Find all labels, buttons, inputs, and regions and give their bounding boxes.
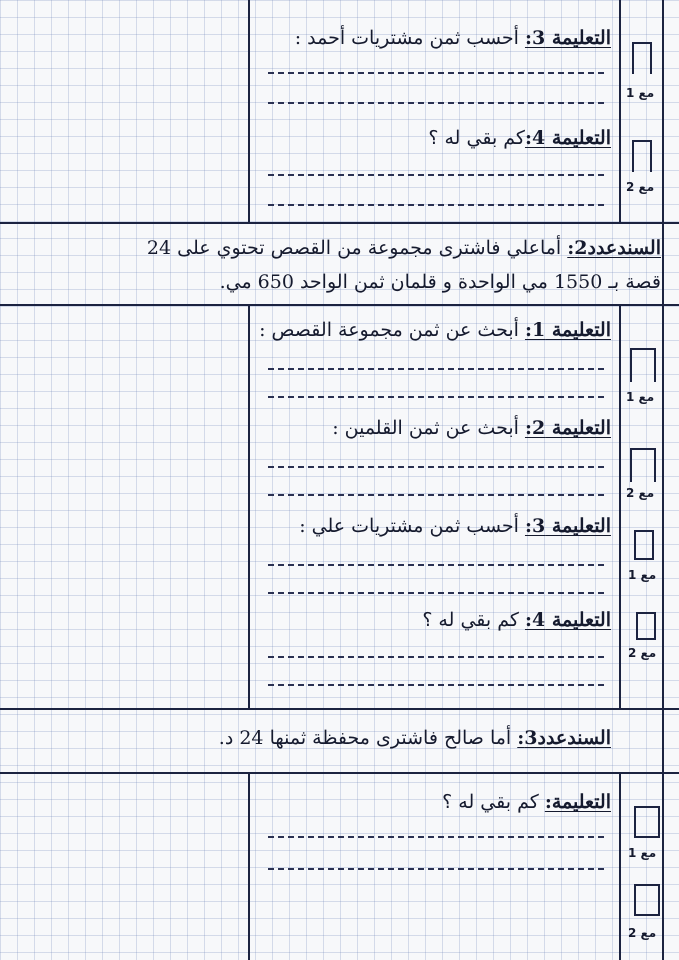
instruction-4 bbox=[428, 126, 611, 150]
criterion-mark: مع 1 bbox=[626, 86, 655, 100]
grade-box bbox=[634, 530, 654, 560]
instruction-label: التعليمة 3: bbox=[524, 27, 611, 49]
instruction-1 bbox=[259, 318, 611, 342]
grade-box bbox=[634, 806, 660, 838]
criterion-mark: مع 2 bbox=[628, 926, 657, 940]
instruction-label: التعليمة: bbox=[544, 791, 611, 813]
grade-box bbox=[630, 448, 656, 482]
instruction-text: كم بقي له ؟ bbox=[442, 791, 545, 813]
answer-line bbox=[268, 592, 604, 594]
answer-line bbox=[268, 396, 604, 398]
instruction-label: التعليمة 4: bbox=[524, 609, 611, 631]
answer-line bbox=[268, 466, 604, 468]
divider-line bbox=[0, 304, 679, 306]
criterion-mark: مع 2 bbox=[628, 646, 657, 660]
divider-line bbox=[0, 222, 679, 224]
divider-line bbox=[0, 708, 679, 710]
answer-line bbox=[268, 564, 604, 566]
grade-box bbox=[632, 140, 652, 172]
situation-text: قصة بـ 1550 مي الواحدة و قلمان ثمن الواحد 650 مي. bbox=[219, 271, 661, 293]
instruction-text: أبحث عن ثمن القلمين : bbox=[332, 417, 525, 439]
situation-3 bbox=[219, 726, 611, 750]
criterion-mark: مع 2 bbox=[626, 180, 655, 194]
grade-box bbox=[630, 348, 656, 382]
instruction-text: كم بقي له ؟ bbox=[428, 127, 525, 149]
criterion-mark: مع 1 bbox=[626, 390, 655, 404]
answer-line bbox=[268, 868, 604, 870]
instruction-text: أحسب ثمن مشتريات علي : bbox=[299, 515, 525, 537]
column-divider bbox=[248, 0, 250, 222]
instruction-text: أحسب ثمن مشتريات أحمد : bbox=[294, 27, 525, 49]
criterion-mark: مع 1 bbox=[628, 568, 657, 582]
page-edge-line bbox=[662, 0, 664, 960]
grade-box bbox=[634, 884, 660, 916]
instruction-3b bbox=[299, 514, 611, 538]
answer-line bbox=[268, 72, 604, 74]
column-divider bbox=[248, 304, 250, 708]
instruction-final bbox=[442, 790, 611, 814]
instruction-3 bbox=[295, 26, 611, 50]
criterion-mark: مع 1 bbox=[628, 846, 657, 860]
criterion-mark: مع 2 bbox=[626, 486, 655, 500]
instruction-text: كم بقي له ؟ bbox=[422, 609, 525, 631]
instruction-label: التعليمة 4: bbox=[524, 127, 611, 149]
situation-text: أما صالح فاشترى محفظة ثمنها 24 د. bbox=[218, 727, 518, 749]
instruction-label: التعليمة 2: bbox=[524, 417, 611, 439]
answer-line bbox=[268, 102, 604, 104]
answer-line bbox=[268, 836, 604, 838]
instruction-text: أبحث عن ثمن مجموعة القصص : bbox=[259, 319, 525, 341]
answer-line bbox=[268, 494, 604, 496]
grade-box bbox=[632, 42, 652, 74]
situation-text: أماعلي فاشترى مجموعة من القصص تحتوي على 24 bbox=[146, 237, 568, 259]
situation-2-line1 bbox=[147, 236, 661, 260]
situation-label: السندعدد3: bbox=[517, 727, 611, 749]
grade-box bbox=[636, 612, 656, 640]
instruction-label: التعليمة 3: bbox=[524, 515, 611, 537]
margin-line bbox=[619, 772, 621, 960]
margin-line bbox=[619, 0, 621, 222]
column-divider bbox=[248, 772, 250, 960]
situation-2-line2 bbox=[220, 270, 661, 294]
answer-line bbox=[268, 368, 604, 370]
instruction-2 bbox=[332, 416, 611, 440]
answer-line bbox=[268, 684, 604, 686]
situation-label: السندعدد2: bbox=[567, 237, 661, 259]
answer-line bbox=[268, 174, 604, 176]
answer-line bbox=[268, 656, 604, 658]
divider-line bbox=[0, 772, 679, 774]
instruction-label: التعليمة 1: bbox=[524, 319, 611, 341]
answer-line bbox=[268, 204, 604, 206]
instruction-4b bbox=[422, 608, 611, 632]
margin-line bbox=[619, 304, 621, 708]
